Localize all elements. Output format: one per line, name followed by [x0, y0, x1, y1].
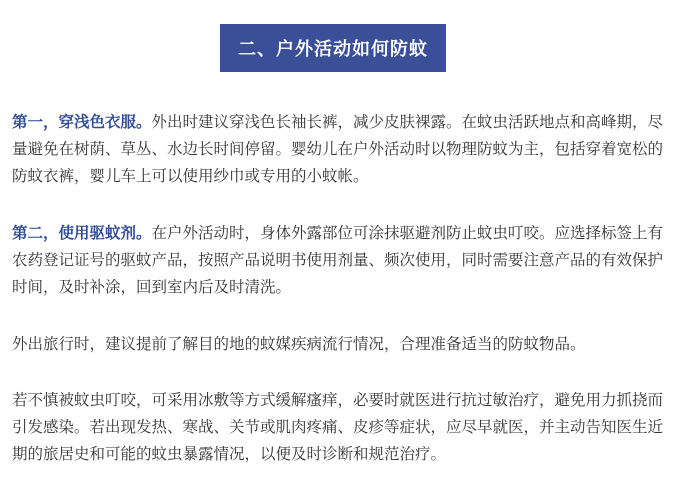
paragraph-text: 若不慎被蚊虫叮咬，可采用冰敷等方式缓解瘙痒，必要时就医进行抗过敏治疗，避免用力抓挠而引发感染。若出现发热、寒战、关节或肌肉疼痛、皮疹等症状，应尽早就医，并主动告知医生近期的旅居史和可能的蚊虫暴露情况，以便及时诊断和规范治疗。 [12, 391, 664, 463]
paragraph-light-clothing [12, 109, 668, 190]
paragraph-text: 在户外活动时，身体外露部位可涂抹驱避剂防止蚊虫叮咬。应选择标签上有农药登记证号的驱蚊产品，按照产品说明书使用剂量、频次使用，同时需要注意产品的有效保护时间，及时补涂，回到室内后及时清洗。 [12, 224, 664, 296]
paragraph-travel [12, 331, 668, 358]
paragraph-lead: 第二，使用驱蚊剂。 [12, 224, 152, 242]
paragraph-text: 外出时建议穿浅色长袖长裤，减少皮肤裸露。在蚊虫活跃地点和高峰期，尽量避免在树荫、草丛、水边长时间停留。婴幼儿在户外活动时以物理防蚊为主，包括穿着宽松的防蚊衣裤，婴儿车上可以使用纱巾或专用的小蚊帐。 [12, 113, 664, 185]
section-title-banner [220, 24, 446, 72]
section-title: 二、户外活动如何防蚊 [238, 39, 428, 60]
paragraph-bite-treatment [12, 387, 668, 468]
paragraph-text: 外出旅行时，建议提前了解目的地的蚊媒疾病流行情况，合理准备适当的防蚊物品。 [12, 335, 586, 353]
paragraph-repellent [12, 220, 668, 301]
paragraph-lead: 第一，穿浅色衣服。 [12, 113, 152, 131]
